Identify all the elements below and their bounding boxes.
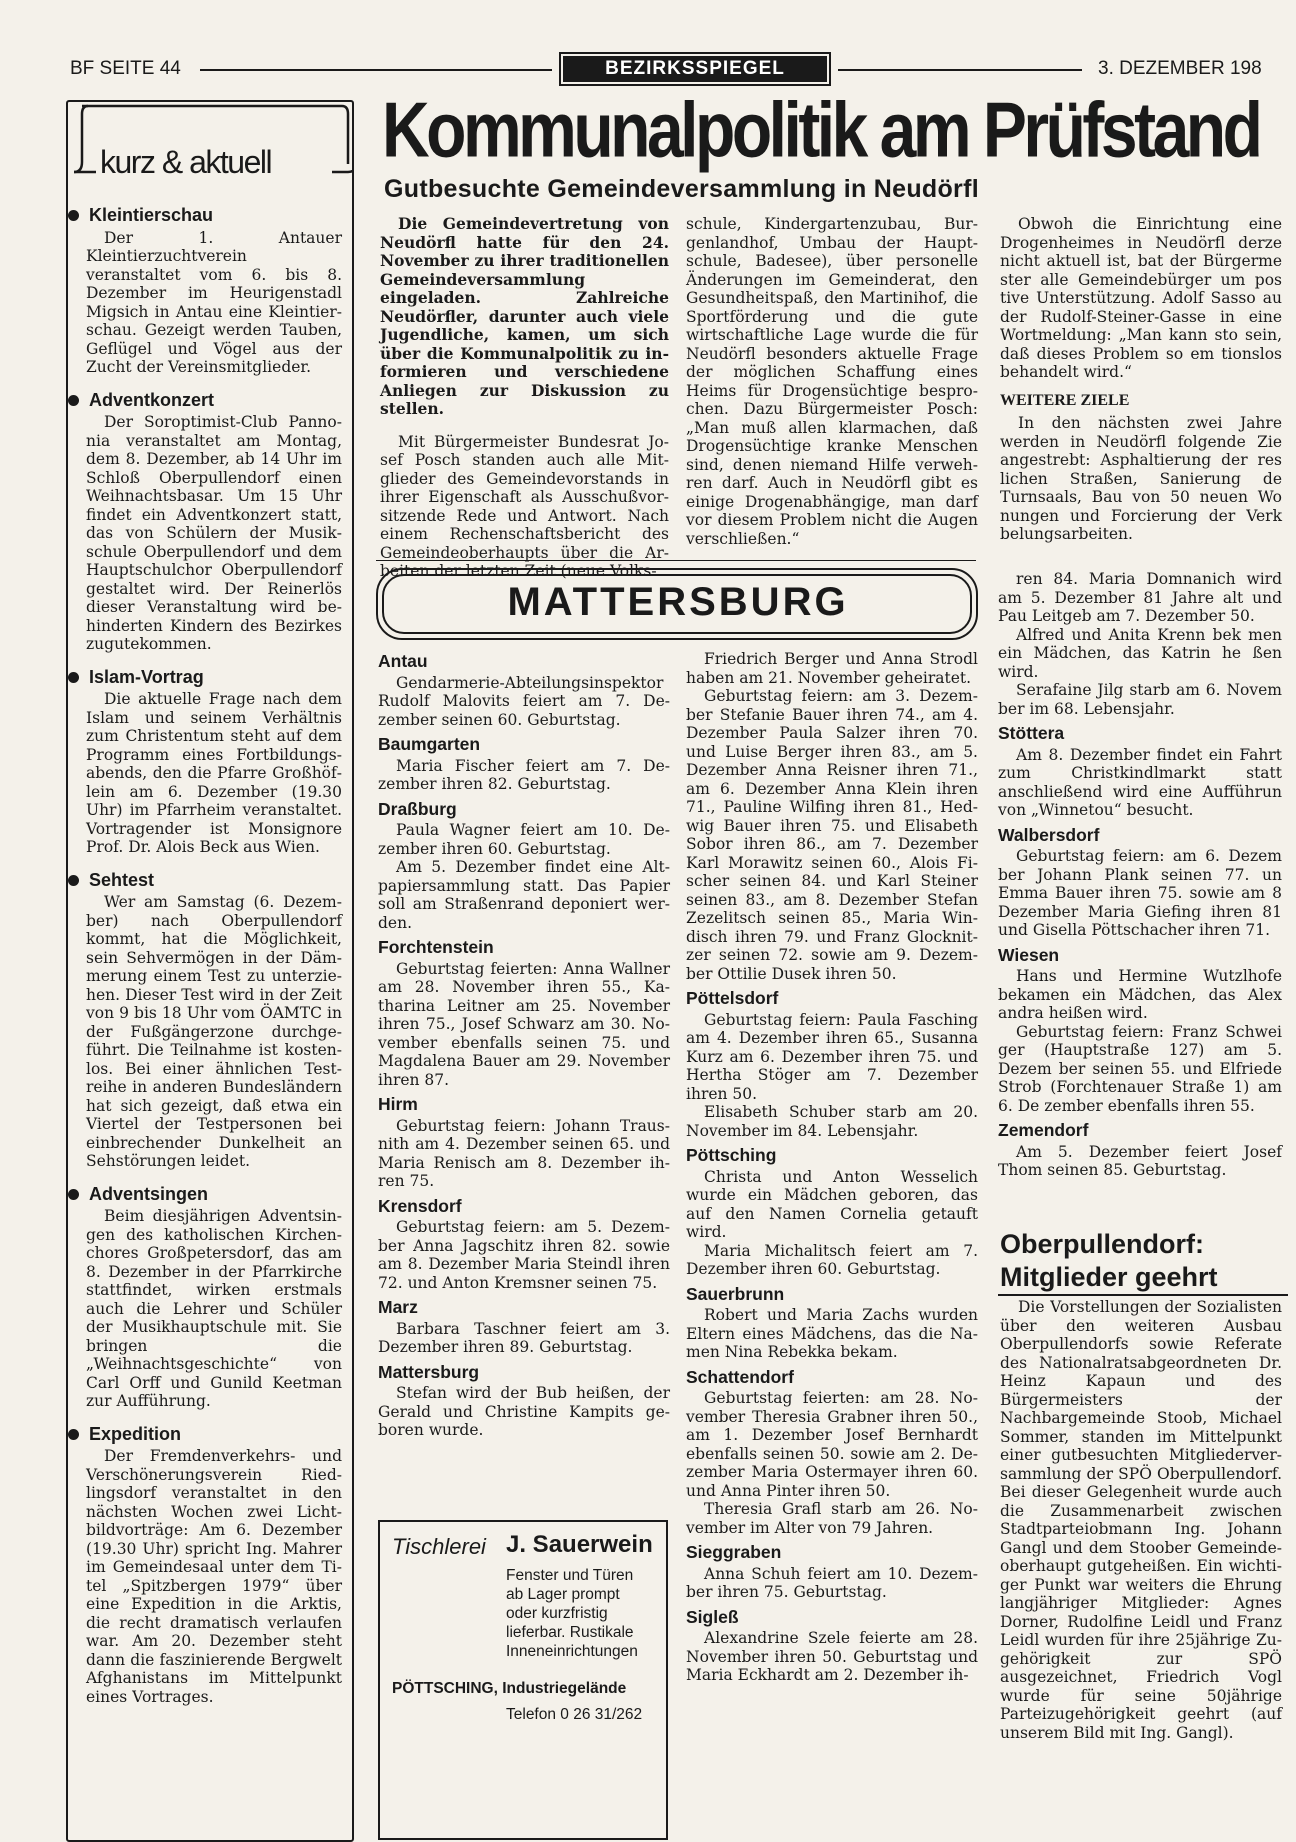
place-paragraph: Geburtstag feierten: am 28. November Theresia Grabner ihren 50., am 1. Dezember Josef Bernhardt ebenfalls seinen 50. sowie am 2. Dezember Maria Ostermayer ihren 60. und Anna Pinter ihren 50.	[686, 1389, 978, 1500]
lead-column-1	[380, 215, 669, 581]
place-heading: Mattersburg	[378, 1361, 480, 1382]
place-paragraph: Gendarmerie-Abteilungsinspektor Rudolf Malovits feiert am 7. Dezember seinen 60. Geburtstag.	[378, 673, 670, 729]
sidebar-item-title-text: Adventsingen	[89, 1183, 209, 1204]
mattersburg-column-3	[998, 570, 1282, 1180]
place-heading: Pöttelsdorf	[686, 988, 779, 1008]
sidebar-item-title	[66, 871, 342, 890]
place-heading: Krensdorf	[378, 1195, 462, 1216]
lead-col2-body: schule, Kindergartenzubau, Burgenlandhof, Umbau der Hauptschule, Badesee), über personelle Änderungen im Gemeinderat, den Gesundheitspaß, den Martinihof, die Sportförderung und die gute wirtschaftliche Lage wurde die für Neudörfl besonders aktuelle Frage der möglichen Schaffung eines Heims für Drogensüchtige besprochen. Dazu Bürgermeister Posch: „Man muß allen klarmachen, daß Drogensüchtige kranke Menschen sind, denen niemand Hilfe verwehren darf. Auch in Neudörfl gibt es einige Drogenabhängige, man darf vor diesem Problem nicht die Augen verschließen.“	[686, 215, 978, 548]
header-rule-right	[838, 69, 1082, 71]
place-paragraph: Friedrich Berger und Anna Strodl haben am 21. November geheiratet.	[686, 650, 978, 687]
kurz-aktuell-logo	[72, 102, 352, 178]
place-paragraph: Theresia Grafl starb am 26. November im Alter von 79 Jahren.	[686, 1500, 978, 1537]
lead-intro: Die Gemeindevertretung von Neudörfl hatte für den 24. November zu ihrer traditionellen Gemeindeversammlung eingeladen. Zahlreiche Neudörfler, darunter auch viele Jugendliche, kamen, um sich über die Kommunalpolitik zu informieren und verschiedene Anliegen zur Diskussion zu stellen.	[380, 214, 669, 418]
ad-line: Inneneinrichtungen	[506, 1643, 638, 1660]
place-paragraph: Am 5. Dezember findet eine Altpapiersammlung statt. Das Papier soll am Straßenrand deponiert werden.	[378, 858, 670, 932]
place-paragraph: Maria Michalitsch feiert am 7. Dezember ihren 60. Geburtstag.	[686, 1241, 978, 1278]
page-label: BF SEITE 44	[70, 58, 181, 79]
lead-col3-subhead: WEITERE ZIELE	[1000, 391, 1130, 409]
ad-line: ab Lager prompt	[506, 1586, 620, 1603]
sidebar-item-text: Der Soroptimist-Club Pannonia veranstaltet am Montag, dem 8. Dezember, ab 14 Uhr im Schloß Oberpullendorf einen Weihnachtsbasar. Um 15 Uhr findet ein Adventkonzert statt, das von Schülern der Musikschule Oberpullendorf und dem Hauptschulchor Oberpullendorf gestaltet wird. Der Reinerlös dieser Veranstaltung wird behinderten Kindern des Bezirkes zugutekommen.	[86, 413, 342, 653]
place-heading: Stöttera	[998, 723, 1065, 743]
bullet-icon	[68, 1189, 79, 1200]
lead-col1-body: Mit Bürgermeister Bundesrat Josef Posch standen auch alle Mitglieder des Gemeindevorstands in ihrer Eigenschaft als Ausschußvorsitzende Rede und Antwort. Nach einem Rechenschaftsbericht des Gemeindeoberhaupts über die Arbeiten der letzten Zeit (neue Volks-	[380, 432, 669, 580]
sidebar-item-title-text: Kleintierschau	[89, 205, 214, 225]
place-paragraph: Robert und Maria Zachs wurden Eltern eines Mädchens, das die Namen Nina Rebekka bekam.	[686, 1306, 978, 1361]
place-paragraph: Geburtstag feiern: Johann Trausnith am 4. Dezember seinen 65. und Maria Renisch am 8. Dezember ihren 75.	[378, 1116, 670, 1190]
ad-line: oder kurzfristig	[506, 1605, 608, 1622]
sidebar-item-text: Wer am Samstag (6. Dezember) nach Oberpullendorf kommt, hat die Möglichkeit, sein Sehvermögen in der Dämmerung einem Test zu unterziehen. Dieser Test wird in der Zeit von 9 bis 18 Uhr vom ÖAMTC in der Fußgängerzone durchgeführt. Die Teilnahme ist kostenlos. Bei einer ähnlichen Testreihe in anderen Bundesländern hat sich gezeigt, daß etwa ein Viertel der Testpersonen bei einbrechender Dunkelheit an Sehstörungen leidet.	[86, 893, 342, 1170]
section-badge: BEZIRKSSPIEGEL	[563, 56, 827, 82]
bullet-icon	[68, 875, 79, 886]
sidebar-item-text: Die aktuelle Frage nach dem Islam und seinem Verhältnis zum Christentum steht auf dem Programm eines Fortbildungsabends, den die Pfarre Großhöflein am 6. Dezember (19.30 Uhr) im Pfarrheim veranstaltet. Vortragender ist Monsignore Prof. Dr. Alois Beck aus Wien.	[86, 690, 342, 856]
sidebar-item-title	[66, 668, 342, 687]
place-heading: Walbersdorf	[998, 824, 1100, 845]
mattersburg-column-1	[378, 652, 670, 1440]
place-paragraph: Geburtstag feiern: Franz Schwei ger (Hauptstraße 127) am 5. Dezem ber seinen 55. und Elfriede Strob (Forchtenauer Straße 1) am 6. De zember ebenfalls ihren 55.	[998, 1022, 1282, 1115]
ad-phone: Telefon 0 26 31/262	[506, 1706, 643, 1723]
ad-line: Fenster und Türen	[506, 1567, 634, 1584]
place-heading: Pöttsching	[686, 1145, 777, 1165]
oberpullendorf-text: Die Vorstellungen der Sozialisten über den weiteren Ausbau Oberpullendorfs sowie Referate des Nationalratsabgeordneten Dr. Heinz Kapaun und des Bürgermeisters der Nachbargemeinde Stoob, Michael Sommer, standen im Mittelpunkt einer gutbesuchten Mitgliederversammlung der SPÖ Oberpullendorf. Bei dieser Gelegenheit wurde auch die Zusammenarbeit zwischen Stadtparteiobmann Ing. Johann Gangl und dem Stoober Gemeindeoberhaupt gutgeheißen. Ein wichtiger Punkt war weiters die Ehrung langjähriger Mitglieder: Agnes Dorner, Rudolfine Leidl und Franz Leidl wurden für ihre 25jährige Zugehörigkeit zur SPÖ ausgezeichnet, Friedrich Vogl wurde für seine 50jährige Parteizugehörigkeit geehrt (auf unserem Bild mit Ing. Gangl).	[1000, 1298, 1282, 1742]
logo-text: kurz & aktuell	[100, 144, 272, 180]
sidebar-column	[86, 206, 342, 1706]
place-heading: Forchtenstein	[378, 937, 494, 957]
place-paragraph: Serafaine Jilg starb am 6. Novem ber im 68. Lebensjahr.	[998, 681, 1282, 718]
place-paragraph: Anna Schuh feiert am 10. Dezember ihren 75. Geburtstag.	[686, 1564, 978, 1601]
place-paragraph: Alexandrine Szele feierte am 28. November ihren 50. Geburtstag und Maria Eckhardt am 2. Dezember ih-	[686, 1629, 978, 1684]
place-heading: Antau	[378, 651, 428, 671]
lead-column-3	[1000, 215, 1282, 544]
lead-subheadline: Gutbesuchte Gemeindeversammlung in Neudörfl	[384, 175, 979, 203]
sidebar-item-title	[66, 206, 342, 225]
sidebar-item-title	[66, 391, 342, 410]
place-heading: Schattendorf	[686, 1366, 794, 1387]
place-heading: Draßburg	[378, 798, 457, 819]
sidebar-item-text: Beim diesjährigen Adventsingen des katholischen Kirchenchores Großpetersdorf, das am 8. Dezember in der Pfarrkirche stattfindet, wirken erstmals auch die Lehrer und Schüler der Musikhauptschule mit. Sie bringen die „Weihnachtsgeschichte“ von Carl Orff und Gunild Keetman zur Aufführung.	[86, 1207, 342, 1410]
header-rule-left	[200, 69, 552, 71]
mattersburg-column-2	[686, 650, 978, 1685]
oberpullendorf-headline: Oberpullendorf: Mitglieder geehrt	[1000, 1229, 1218, 1292]
place-paragraph: Geburtstag feiern: am 3. Dezember Stefanie Bauer ihren 74., am 4. Dezember Paula Salzer ihren 70. und Luise Berger ihren 83., am 5. Dezember Anna Reisner ihren 71., am 6. Dezember Anna Klein ihren 71., Pauline Wilfing ihren 81., Hedwig Bauer ihren 75. und Elisabeth Sobor ihren 86., am 7. Dezember Karl Morawitz seinen 60., Alois Fischer seinen 84. und Karl Steiner seinen 83., am 8. Dezember Stefan Zezelitsch seinen 85., Maria Windisch ihren 79. und Franz Glocknitzer seinen 72. sowie am 9. Dezember Ottilie Dusek ihren 50.	[686, 687, 978, 983]
place-heading: Hirm	[378, 1094, 418, 1114]
place-paragraph: Maria Fischer feiert am 7. Dezember ihren 82. Geburtstag.	[378, 756, 670, 793]
ad-address: PÖTTSCHING, Industriegelände	[392, 1680, 627, 1697]
place-heading: Marz	[378, 1297, 418, 1317]
sidebar-item-title-text: Adventkonzert	[89, 389, 215, 410]
ad-line: lieferbar. Rustikale	[506, 1624, 634, 1641]
ad-name: J. Sauerwein	[506, 1531, 653, 1558]
place-paragraph: Geburtstag feiern: am 6. Dezem ber Johann Plank seinen 77. un Emma Bauer ihren 75. sowie am 8 Dezember Maria Giefing ihren 81 und Gisella Pöttschacher ihren 71.	[998, 847, 1282, 939]
mattersburg-banner-text: MATTERSBURG	[507, 580, 849, 624]
sidebar-item-title-text: Islam-Vortrag	[89, 666, 204, 687]
place-heading: Wiesen	[998, 944, 1060, 965]
place-paragraph: Stefan wird der Bub heißen, der Gerald und Christine Kampits geboren wurde.	[378, 1384, 670, 1439]
place-paragraph: Geburtstag feiern: am 5. Dezember Anna Jagschitz ihren 82. sowie am 8. Dezember Maria Steindl ihren 72. und Anton Kremsner seinen 75.	[378, 1218, 670, 1292]
place-paragraph: Am 5. Dezember feiert Josef Thom seinen 85. Geburtstag.	[998, 1142, 1282, 1179]
sidebar-item-text: Der 1. Antauer Kleintierzuchtverein veranstaltet vom 6. bis 8. Dezember im Heurigenstadl Migsich in Antau eine Kleintierschau. Gezeigt werden Tauben, Geflügel und Vögel aus der Zucht der Vereinsmitglieder.	[86, 228, 342, 376]
place-paragraph: Christa und Anton Wesselich wurde ein Mädchen geboren, das auf den Namen Cornelia getauft wird.	[686, 1167, 978, 1241]
place-paragraph: Hans und Hermine Wutzlhofe bekamen ein Mädchen, das Alex andra heißen wird.	[998, 967, 1282, 1022]
lead-col3-body: Obwoh die Einrichtung eine Drogenheimes in Neudörfl derze nicht aktuell ist, bat der Bürgerme ster alle Gemeindebürger um pos tive Unterstützung. Adolf Sasso au der Rudolf-Steiner-Gasse in eine Wortmeldung: „Man kann sto sein, daß dieses Problem so em tionslos behandelt wird.“	[1000, 215, 1282, 381]
place-paragraph: ren 84. Maria Domnanich wird am 5. Dezember 81 Jahre alt und Pau Leitgeb am 7. Dezember 50.	[998, 570, 1282, 625]
bullet-icon	[68, 210, 79, 221]
oberpullendorf-rule	[998, 1294, 1288, 1296]
lead-col3-body2: In den nächsten zwei Jahre werden in Neudörfl folgende Zie angestrebt: Asphaltierung der res lichen Straßen, Sanierung de Turnsaals, Bau von 50 neuen Wo nungen und Forcierung der Verk belungsarbeiten.	[1000, 414, 1282, 543]
bullet-icon	[68, 395, 79, 406]
place-paragraph: Paula Wagner feiert am 10. Dezember ihren 60. Geburtstag.	[378, 821, 670, 858]
sidebar-item-title	[66, 1185, 342, 1204]
place-heading: Zemendorf	[998, 1120, 1089, 1140]
lead-divider	[376, 560, 976, 561]
lead-column-2	[686, 215, 978, 548]
place-paragraph: Barbara Taschner feiert am 3. Dezember ihren 89. Geburtstag.	[378, 1319, 670, 1356]
sidebar-item-title-text: Sehtest	[89, 869, 155, 890]
page-date: 3. DEZEMBER 198	[1098, 58, 1262, 79]
place-heading: Sieggraben	[686, 1542, 782, 1562]
lead-headline: Kommunalpolitik am Prüfstand	[382, 85, 1260, 173]
place-paragraph: Alfred und Anita Krenn bek men ein Mädchen, das Katrin he ßen wird.	[998, 625, 1282, 681]
ad-brand: Tischlerei	[392, 1534, 486, 1559]
oberpullendorf-column	[1000, 1298, 1282, 1742]
place-paragraph: Geburtstag feiern: Paula Fasching am 4. Dezember ihren 65., Susanna Kurz am 6. Dezember ihren 75. und Hertha Stöger am 7. Dezember ihren 50.	[686, 1010, 978, 1103]
place-heading: Baumgarten	[378, 734, 481, 754]
sidebar-item-title-text: Expedition	[89, 1423, 182, 1444]
bullet-icon	[68, 672, 79, 683]
place-paragraph: Geburtstag feierten: Anna Wallner am 28. November ihren 55., Katharina Leitner am 25. November ihren 75., Josef Schwarz am 30. November ebenfalls seinen 75. und Magdalena Bauer am 29. November ihren 87.	[378, 959, 670, 1089]
place-paragraph: Am 8. Dezember findet ein Fahrt zum Christkindlmarkt statt anschließend wird eine Aufführun von „Winnetou“ besucht.	[998, 745, 1282, 819]
sidebar-item-title	[66, 1425, 342, 1444]
sidebar-item-text: Der Fremdenverkehrs- und Verschönerungsverein Riedlingsdorf veranstaltet in den nächsten Wochen zwei Lichtbildvorträge: Am 6. Dezember (19.30 Uhr) spricht Ing. Mahrer im Gemeindesaal unter dem Titel „Spitzbergen 1979“ über eine Expedition in die Arktis, die recht dramatisch verlaufen war. Am 20. Dezember steht dann die faszinierende Bergwelt Afghanistans im Mittelpunkt eines Vortrages.	[86, 1447, 342, 1706]
place-paragraph: Elisabeth Schuber starb am 20. November im 84. Lebensjahr.	[686, 1103, 978, 1140]
ad-lines	[506, 1566, 638, 1661]
place-heading: Sigleß	[686, 1606, 739, 1627]
bullet-icon	[68, 1429, 79, 1440]
place-heading: Sauerbrunn	[686, 1283, 785, 1304]
